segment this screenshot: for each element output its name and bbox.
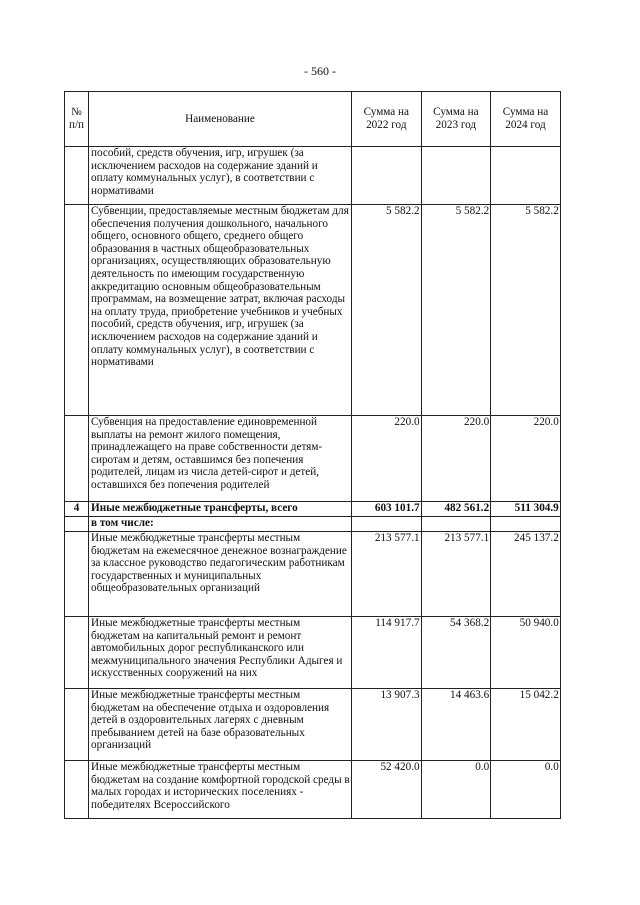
table-row [65,205,561,416]
header-num: № п/п [65,92,89,147]
table-row-total [65,502,561,517]
row-sum-2022: 603 101.7 [352,502,422,517]
row-sum-2024: 50 940.0 [491,617,561,689]
row-sum-2022: 213 577.1 [352,532,422,617]
table-row-subheading [65,517,561,532]
row-sum-2024: 0.0 [491,761,561,819]
row-name: пособий, средств обучения, игр, игрушек (за исключением расходов на содержание зданий и оплату коммунальных услуг), в соответствии с нормативами [89,147,352,205]
row-name: Субвенция на предоставление единовременной выплаты на ремонт жилого помещения, принадлежащего на праве собственности детям-сиротам и детям, оставшимся без попечения родителей, лицам из числа детей-сирот и детей, оставшихся без попечения родителей [89,416,352,502]
row-sum-2023: 482 561.2 [421,502,491,517]
header-2024: Сумма на 2024 год [491,92,561,147]
row-sum-2022 [352,147,422,205]
header-name: Наименование [89,92,352,147]
row-sum-2023: 14 463.6 [421,689,491,761]
row-sum-2022: 220.0 [352,416,422,502]
header-2022: Сумма на 2022 год [352,92,422,147]
row-sum-2023 [421,517,491,532]
row-num [65,416,89,502]
row-num [65,517,89,532]
table-row [65,532,561,617]
row-sum-2023: 0.0 [421,761,491,819]
row-sum-2024: 245 137.2 [491,532,561,617]
header-2023: Сумма на 2023 год [421,92,491,147]
table-row [65,416,561,502]
table-row [65,147,561,205]
table-header-row [65,92,561,147]
row-sum-2024 [491,147,561,205]
row-num [65,205,89,416]
row-name: Иные межбюджетные трансферты, всего [89,502,352,517]
row-sum-2023: 54 368.2 [421,617,491,689]
row-num [65,532,89,617]
row-sum-2023: 5 582.2 [421,205,491,416]
row-sum-2022 [352,517,422,532]
table-row [65,617,561,689]
row-sum-2024: 220.0 [491,416,561,502]
row-sum-2023: 213 577.1 [421,532,491,617]
row-name: в том числе: [89,517,352,532]
row-num [65,761,89,819]
row-sum-2022: 13 907.3 [352,689,422,761]
row-sum-2022: 52 420.0 [352,761,422,819]
budget-table [64,91,561,819]
row-name: Иные межбюджетные трансферты местным бюджетам на обеспечение отдыха и оздоровления детей в оздоровительных лагерях с дневным пребыванием детей на базе образовательных организаций [89,689,352,761]
row-sum-2022: 5 582.2 [352,205,422,416]
row-sum-2023: 220.0 [421,416,491,502]
row-name: Иные межбюджетные трансферты местным бюджетам на ежемесячное денежное вознаграждение за классное руководство педагогическим работникам государственных и муниципальных общеобразовательных организаций [89,532,352,617]
row-sum-2024 [491,517,561,532]
row-sum-2024: 511 304.9 [491,502,561,517]
table-row [65,689,561,761]
page-number: - 560 - [304,64,336,78]
row-num [65,147,89,205]
row-num [65,617,89,689]
row-name: Субвенции, предоставляемые местным бюджетам для обеспечения получения дошкольного, начального общего, основного общего, среднего общего образования в частных общеобразовательных организациях, осуществляющих образовательную деятельность по имеющим государственную аккредитацию основным общеобразовательным программам, на возмещение затрат, включая расходы на оплату труда, приобретение учебников и учебных пособий, средств обучения, игр, игрушек (за исключением расходов на содержание зданий и оплату коммунальных услуг), в соответствии с нормативами [89,205,352,416]
row-sum-2023 [421,147,491,205]
row-name: Иные межбюджетные трансферты местным бюджетам на создание комфортной городской среды в малых городах и исторических поселениях - победителях Всероссийского [89,761,352,819]
row-num: 4 [65,502,89,517]
table-row [65,761,561,819]
row-sum-2024: 15 042.2 [491,689,561,761]
row-sum-2024: 5 582.2 [491,205,561,416]
row-name: Иные межбюджетные трансферты местным бюджетам на капитальный ремонт и ремонт автомобильных дорог республиканского или межмуниципального значения Республики Адыгея и искусственных сооружений на них [89,617,352,689]
row-num [65,689,89,761]
row-sum-2022: 114 917.7 [352,617,422,689]
